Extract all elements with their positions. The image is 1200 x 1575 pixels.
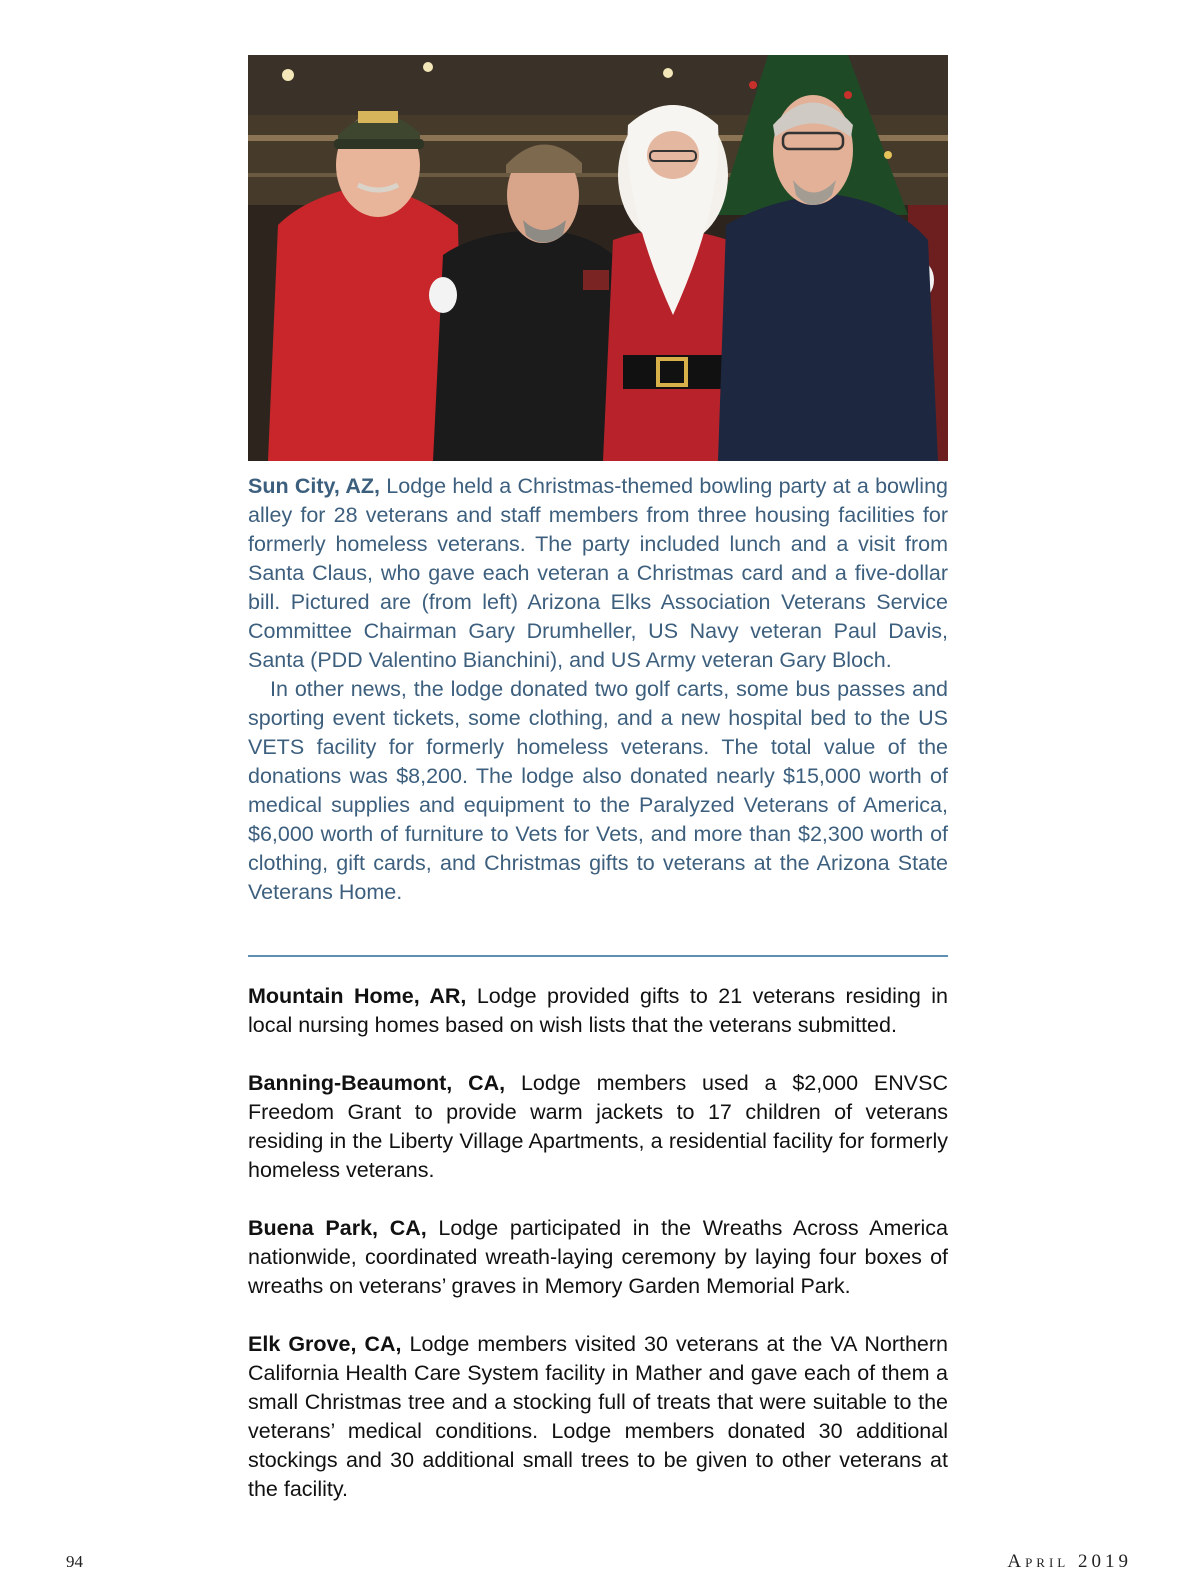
news-item-banning-beaumont	[248, 1069, 948, 1185]
sun-city-lead: Sun City, AZ,	[248, 474, 380, 498]
news-item-lead: Banning-Beaumont, CA,	[248, 1071, 506, 1095]
sun-city-paragraph-2: In other news, the lodge donated two golf carts, some bus passes and sporting event tickets, some clothing, and a new hospital bed to the US VETS facility for formerly homeless veterans. The total value of the donations was $8,200. The lodge also donated nearly $15,000 worth of medical supplies and equipment to the Paralyzed Veterans of America, $6,000 worth of furniture to Vets for Vets, and more than $2,300 worth of clothing, gift cards, and Christmas gifts to veterans at the Arizona State Veterans Home.	[248, 677, 948, 904]
news-item-text: Lodge participated in the Wreaths Across America nationwide, coordinated wreath-laying ceremony by laying four boxes of wreaths on veterans’ graves in Memory Garden Memorial Park.	[248, 1216, 948, 1298]
lodge-news-list	[248, 982, 948, 1533]
section-divider	[248, 955, 948, 957]
page-number: 94	[66, 1552, 83, 1571]
sun-city-paragraph-1	[248, 472, 948, 675]
issue-date: April 2019	[1007, 1551, 1132, 1572]
news-item-elk-grove	[248, 1330, 948, 1504]
news-item-mountain-home	[248, 982, 948, 1040]
news-item-lead: Buena Park, CA,	[248, 1216, 427, 1240]
news-item-buena-park	[248, 1214, 948, 1301]
news-item-text: Lodge members visited 30 veterans at the VA Northern California Health Care System facility in Mather and gave each of them a small Christmas tree and a stocking full of treats that were suitable to the veterans’ medical conditions. Lodge members donated 30 additional stockings and 30 additional small trees to be given to other veterans at the facility.	[248, 1332, 948, 1501]
sun-city-body: Lodge held a Christmas-themed bowling party at a bowling alley for 28 veterans and staff members from three housing facilities for formerly homeless veterans. The party included lunch and a visit from Santa Claus, who gave each veteran a Christmas card and a five-dollar bill. Pictured are (from left) Arizona Elks Association Veterans Service Committee Chairman Gary Drumheller, US Navy veteran Paul Davis, Santa (PDD Valentino Bianchini), and US Army veteran Gary Bloch.	[248, 474, 948, 672]
news-item-text: Lodge members used a $2,000 ENVSC Freedom Grant to provide warm jackets to 17 children of veterans residing in the Liberty Village Apartments, a residential facility for formerly homeless veterans.	[248, 1071, 949, 1182]
news-item-lead: Mountain Home, AR,	[248, 984, 467, 1008]
news-item-lead: Elk Grove, CA,	[248, 1332, 402, 1356]
group-photo	[248, 55, 948, 461]
sun-city-feature	[248, 472, 948, 907]
news-item-text: Lodge provided gifts to 21 veterans residing in local nursing homes based on wish lists that the veterans submitted.	[248, 984, 948, 1037]
